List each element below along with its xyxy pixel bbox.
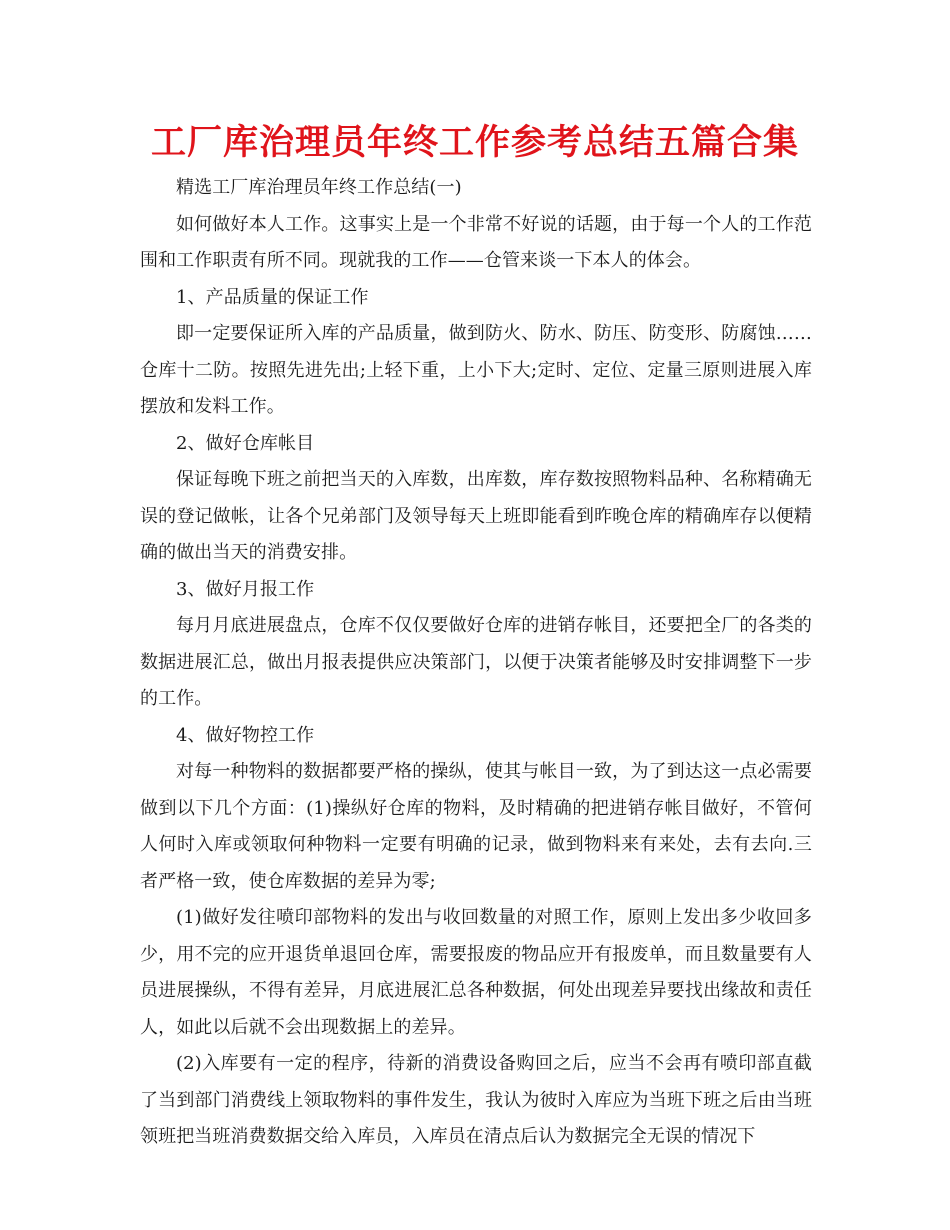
body-paragraph: 保证每晚下班之前把当天的入库数，出库数，库存数按照物料品种、名称精确无误的登记做帐，让各个兄弟部门及领导每天上班即能看到昨晚仓库的精确库存以便精确的做出当天的消费安排。 bbox=[140, 469, 812, 563]
section-heading: 3、做好月报工作 bbox=[176, 578, 315, 600]
subtitle-paragraph: 精选工厂库治理员年终工作总结(一) bbox=[176, 177, 462, 198]
body-paragraph: 即一定要保证所入库的产品质量，做到防火、防水、防压、防变形、防腐蚀……仓库十二防。按照先进先出;上轻下重，上小下大;定时、定位、定量三原则进展入库摆放和发料工作。 bbox=[140, 323, 812, 417]
document-title: 工厂库治理员年终工作参考总结五篇合集 bbox=[150, 123, 799, 163]
section-heading: 1、产品质量的保证工作 bbox=[176, 286, 369, 308]
section-heading: 2、做好仓库帐目 bbox=[176, 432, 315, 454]
section-heading: 4、做好物控工作 bbox=[176, 724, 315, 746]
body-paragraph: 对每一种物料的数据都要严格的操纵，使其与帐目一致，为了到达这一点必需要做到以下几个方面：(1)操纵好仓库的物料，及时精确的把进销存帐目做好，不管何人何时入库或领取何种物料一定要有明确的记录，做到物料来有来处，去有去向.三者严格一致，使仓库数据的差异为零; bbox=[140, 761, 812, 892]
body-paragraph: 如何做好本人工作。这事实上是一个非常不好说的话题，由于每一个人的工作范围和工作职责有所不同。现就我的工作——仓管来谈一下本人的体会。 bbox=[140, 213, 812, 271]
body-paragraph: (2)入库要有一定的程序，待新的消费设备购回之后，应当不会再有喷印部直截了当到部门消费线上领取物料的事件发生，我认为彼时入库应为当班下班之后由当班领班把当班消费数据交给入库员，入库员在清点后认为数据完全无误的情况下 bbox=[140, 1053, 812, 1147]
body-paragraph: 每月月底进展盘点，仓库不仅仅要做好仓库的进销存帐目，还要把全厂的各类的数据进展汇总，做出月报表提供应决策部门，以便于决策者能够及时安排调整下一步的工作。 bbox=[140, 615, 812, 709]
body-paragraph: (1)做好发往喷印部物料的发出与收回数量的对照工作，原则上发出多少收回多少，用不完的应开退货单退回仓库，需要报废的物品应开有报废单，而且数量要有人员进展操纵，不得有差异，月底进展汇总各种数据，何处出现差异要找出缘故和责任人，如此以后就不会出现数据上的差异。 bbox=[140, 907, 812, 1038]
document-body bbox=[140, 170, 812, 1156]
